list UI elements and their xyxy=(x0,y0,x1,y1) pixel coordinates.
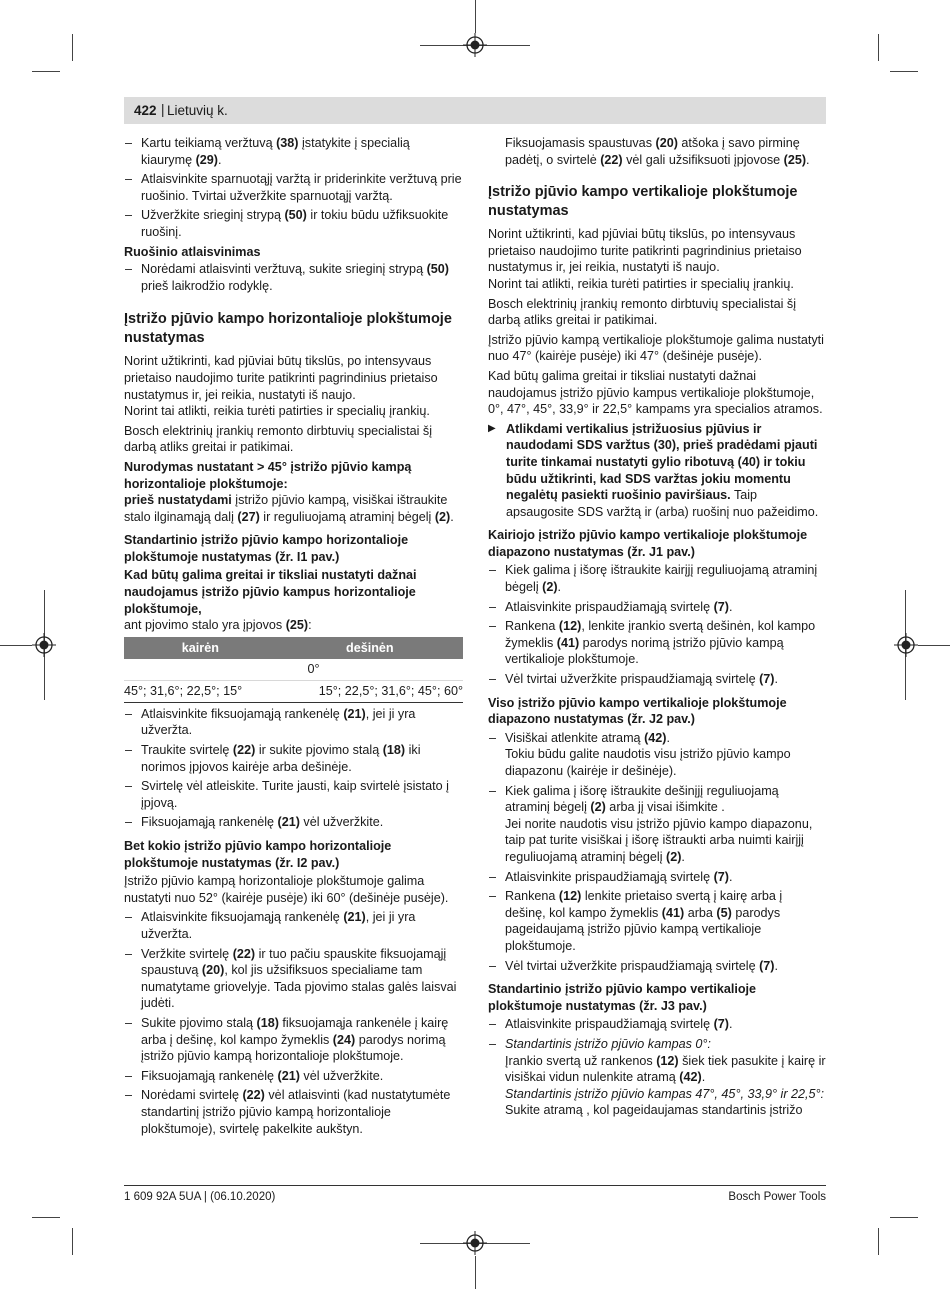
list-item: – Rankena (12) lenkite prietaiso svertą į kairę arba į dešinę, kol kampo žymeklis (41) arba (5) parodys pageidaujamą įstrižo pjūvio kampą vertikalioje plokštumoje. xyxy=(488,888,826,954)
list-item: – Vėl tvirtai užveržkite prispaudžiamąją svirtelę (7). xyxy=(488,671,826,688)
paragraph: Bosch elektrinių įrankių remonto dirbtuvių specialistai šį darbą atliks greitai ir patikimai. xyxy=(488,296,796,328)
crop-mark xyxy=(918,645,950,646)
page-number: 422 xyxy=(134,103,157,118)
crop-mark xyxy=(32,71,60,72)
crop-mark xyxy=(475,1256,476,1289)
table-cell-right: 15°; 22,5°; 31,6°; 45°; 60° xyxy=(277,680,463,702)
footer-rule xyxy=(124,1185,826,1186)
header-separator: | xyxy=(161,102,165,117)
subheading: Ruošinio atlaisvinimas xyxy=(124,244,261,259)
table-header-left: kairėn xyxy=(124,637,277,659)
paragraph: Įstrižo pjūvio kampą horizontalioje plokštumoje galima nustatyti nuo 52° (kairėje pusėje) iki 60° (dešinėje pusėje). xyxy=(124,874,449,905)
crop-mark xyxy=(890,1217,918,1218)
crop-mark xyxy=(878,1228,879,1255)
footer-brand: Bosch Power Tools xyxy=(728,1191,826,1203)
list-item: – Atlaisvinkite prispaudžiamąją svirtelę (7). xyxy=(488,869,826,886)
list-item: – Traukite svirtelę (22) ir sukite pjovimo stalą (18) iki norimos įpjovos kairėje arba dešinėje. xyxy=(124,742,464,775)
list-item: – Užveržkite srieginį strypą (50) ir tokiu būdu užfiksuokite ruošinį. xyxy=(124,207,464,240)
paragraph: Įstrižo pjūvio kampą vertikalioje plokštumoje galima nustatyti nuo 47° (kairėje pusėje) iki 47° (dešinėje pusėje). xyxy=(488,332,824,364)
crop-mark xyxy=(475,0,476,33)
crop-mark xyxy=(72,1228,73,1255)
section-heading: Įstrižo pjūvio kampo vertikalioje plokštumoje nustatymas xyxy=(488,184,798,220)
note-heading: Nurodymas nustatant > 45° įstrižo pjūvio kampą horizontalioje plokštumoje: xyxy=(124,459,412,491)
right-column xyxy=(488,135,826,1122)
subsection-heading: Viso įstrižo pjūvio kampo vertikalioje plokštumoje diapazono nustatymas (žr. J2 pav.) xyxy=(488,695,787,727)
left-column xyxy=(124,135,464,1140)
section-heading: Įstrižo pjūvio kampo horizontalioje plokštumoje nustatymas xyxy=(124,311,452,347)
list-item: – Kartu teikiamą veržtuvą (38) įstatykite į specialią kiaurymę (29). xyxy=(124,135,464,168)
paragraph: Standartinis įstrižo pjūvio kampas 47°, 45°, 33,9° ir 22,5°: xyxy=(505,1086,825,1101)
paragraph: Kad būtų galima greitai ir tiksliai nustatyti dažnai naudojamus įstrižo pjūvio kampus horizontalioje plokštumoje, ant pjovimo stalo yra įpjovos (25): xyxy=(124,568,417,633)
footer-doc-id: 1 609 92A 5UA | (06.10.2020) xyxy=(124,1191,276,1203)
list-item: – Standartinis įstrižo pjūvio kampas 0°: xyxy=(488,1036,826,1053)
crop-mark xyxy=(32,1217,60,1218)
list-item: – Atlaisvinkite prispaudžiamąją svirtelę (7). xyxy=(488,1016,826,1033)
list-item: – Norėdami svirtelę (22) vėl atlaisvinti (kad nustatytumėte standartinį įstrižo pjūvio kampą horizontalioje plokštumoje), svirtelę pakelkite aukštyn. xyxy=(124,1087,464,1137)
header-language: Lietuvių k. xyxy=(167,103,228,118)
paragraph: Fiksuojamasis spaustuvas (20) atšoka į savo pirminę padėtį, o svirtelė (22) vėl gali užsifiksuoti įpjovose (25). xyxy=(505,136,810,167)
subsection-heading: Standartinio įstrižo pjūvio kampo vertikalioje plokštumoje nustatymas (žr. J3 pav.) xyxy=(488,982,757,1013)
list-item: – Fiksuojamąją rankenėlę (21) vėl užveržkite. xyxy=(124,814,464,831)
registration-mark-icon xyxy=(463,1231,487,1255)
registration-mark-icon xyxy=(32,633,56,657)
list-item: – Vėl tvirtai užveržkite prispaudžiamąją svirtelę (7). xyxy=(488,958,826,975)
paragraph: Jei norite naudotis visu įstrižo pjūvio kampo diapazonu, taip pat turite visiškai į išorę ištraukti arba nuimti kairįjį reguliuojamą atraminį bėgelį (2). xyxy=(505,816,813,864)
list-item: – Atlaisvinkite prispaudžiamąją svirtelę (7). xyxy=(488,599,826,616)
paragraph: Norint tai atlikti, reikia turėti patirties ir specialių įrankių. xyxy=(488,276,794,291)
paragraph: Norint tai atlikti, reikia turėti patirties ir specialių įrankių. xyxy=(124,404,430,419)
table-cell-center: 0° xyxy=(124,659,463,681)
table-header-right: dešinėn xyxy=(277,637,463,659)
subsection-heading: Standartinio įstrižo pjūvio kampo horizontalioje plokštumoje nustatymas (žr. I1 pav.) xyxy=(124,533,409,564)
list-item: – Atlaisvinkite sparnuotąjį varžtą ir priderinkite veržtuvą prie ruošinio. Tvirtai užveržkite sparnuotąjį varžtą. xyxy=(124,171,464,204)
list-item: – Kiek galima į išorę ištraukite kairįjį reguliuojamą atraminį bėgelį (2). xyxy=(488,562,826,595)
paragraph: Sukite atramą , kol pageidaujamas standartinis įstrižo xyxy=(505,1103,803,1118)
paragraph: Kad būtų galima greitai ir tiksliai nustatyti dažnai naudojamus įstrižo pjūvio kampus vertikalioje plokštumoje, 0°, 47°, 45°, 33,9° ir 22,5° kampams yra specialios atramos. xyxy=(488,368,823,417)
page-header xyxy=(124,97,826,124)
crop-mark xyxy=(878,34,879,61)
registration-mark-icon xyxy=(463,33,487,57)
paragraph: Norint užtikrinti, kad pjūviai būtų tikslūs, po intensyvaus prietaiso naudojimo turite patikrinti pagrindinius prietaiso nustatymus ir, jei reikia, nustatyti iš naujo. xyxy=(488,227,802,275)
list-item: – Kiek galima į išorę ištraukite dešinįjį reguliuojamą atraminį bėgelį (2) arba jį visai išimkite . xyxy=(488,783,826,816)
subsection-heading: Bet kokio įstrižo pjūvio kampo horizontalioje plokštumoje nustatymas (žr. I2 pav.) xyxy=(124,839,392,870)
paragraph: Tokiu būdu galite naudotis visu įstrižo pjūvio kampo diapazonu (kairėje ir dešinėje). xyxy=(505,747,791,778)
list-item: – Visiškai atlenkite atramą (42). xyxy=(488,730,826,747)
registration-mark-icon xyxy=(894,633,918,657)
subsection-heading: Kairiojo įstrižo pjūvio kampo vertikalioje plokštumoje diapazono nustatymas (žr. J1 pav.) xyxy=(488,528,808,559)
list-item: – Sukite pjovimo stalą (18) fiksuojamąja rankenėle į kairę arba į dešinę, kol kampo žymeklis (24) parodys norimą įstrižo pjūvio kampą horizontalioje plokštumoje. xyxy=(124,1015,464,1065)
list-item: – Rankena (12), lenkite įrankio svertą dešinėn, kol kampo žymeklis (41) parodys norimą įstrižo pjūvio kampą vertikalioje plokštumoje. xyxy=(488,618,826,668)
list-item: – Atlaisvinkite fiksuojamąją rankenėlę (21), jei ji yra užveržta. xyxy=(124,909,464,942)
table-cell-left: 45°; 31,6°; 22,5°; 15° xyxy=(124,680,277,702)
list-item: – Atlaisvinkite fiksuojamąją rankenėlę (21), jei ji yra užveržta. xyxy=(124,706,464,739)
list-item: – Veržkite svirtelę (22) ir tuo pačiu spauskite fiksuojamąjį spaustuvą (20), kol jis užsifiksuos specialiame tam numatytame griovelyje. Tada pjovimo stalas galės laisvai judėti. xyxy=(124,946,464,1012)
crop-mark xyxy=(72,34,73,61)
paragraph: prieš nustatydami įstrižo pjūvio kampą, visiškai ištraukite stalo ilginamąją dalį (27) ir reguliuojamą atraminį bėgelį (2). xyxy=(124,493,454,524)
paragraph: Įrankio svertą už rankenos (12) šiek tiek pasukite į kairę ir visiškai vidun nulenkite atramą (42). xyxy=(505,1053,826,1085)
list-item: – Svirtelę vėl atleiskite. Turite jausti, kaip svirtelė įsistato į įpjovą. xyxy=(124,778,464,811)
list-item: – Fiksuojamąją rankenėlę (21) vėl užveržkite. xyxy=(124,1068,464,1085)
warning-item: ▶ Atlikdami vertikalius įstrižuosius pjūvius ir naudodami SDS varžtus (30), prieš pradėdami pjauti turite tinkamai nustatyti gylio ribotuvą (40) ir tokiu būdu užtikrinti, kad SDS varžtas jokiu momentu negalėtų pasiekti ruošinio paviršiaus. Taip apsaugosite SDS varžtą ir (arba) ruošinį nuo pažeidimo. xyxy=(488,421,826,521)
list-item: – Norėdami atlaisvinti veržtuvą, sukite srieginį strypą (50) prieš laikrodžio rodyklę. xyxy=(124,261,464,294)
angle-table xyxy=(124,637,463,703)
crop-mark xyxy=(890,71,918,72)
paragraph: Bosch elektrinių įrankių remonto dirbtuvių specialistai šį darbą atliks greitai ir patikimai. xyxy=(124,423,432,455)
paragraph: Norint užtikrinti, kad pjūviai būtų tikslūs, po intensyvaus prietaiso naudojimo turite patikrinti pagrindinius prietaiso nustatymus ir, jei reikia, nustatyti iš naujo. xyxy=(124,354,438,402)
crop-mark xyxy=(0,645,32,646)
